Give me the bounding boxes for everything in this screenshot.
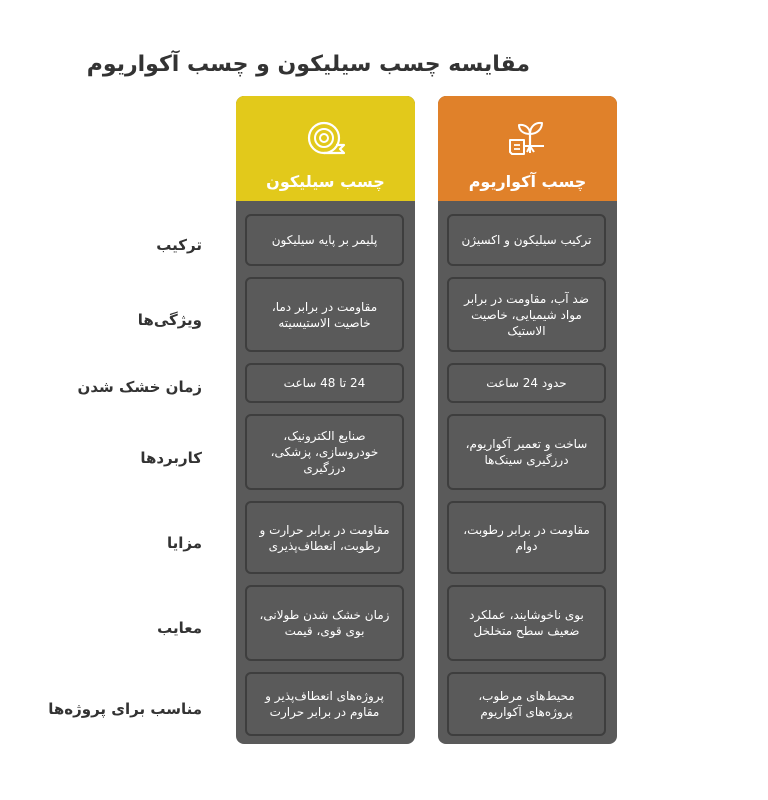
row-label-disadvantages: معایب <box>157 619 202 637</box>
aquarium-column <box>438 96 617 744</box>
row-label-advantages: مزایا <box>166 534 202 552</box>
row-label-composition: ترکیب <box>156 236 202 254</box>
silicone-cell-drying-time: 24 تا 48 ساعت <box>245 363 404 403</box>
tape-roll-icon <box>302 116 350 160</box>
page-title: مقایسه چسب سیلیکون و چسب آکواریوم <box>86 52 530 77</box>
silicone-header <box>236 96 415 201</box>
aquarium-cell-suitable-projects: محیط‌های مرطوب، پروژه‌های آکواریوم <box>447 672 606 736</box>
aquarium-cell-advantages: مقاومت در برابر رطوبت، دوام <box>447 501 606 574</box>
aquarium-cell-applications: ساخت و تعمیر آکواریوم، درزگیری سینک‌ها <box>447 414 606 490</box>
silicone-column <box>236 96 415 744</box>
silicone-title: چسب سیلیکون <box>266 172 385 191</box>
row-label-applications: کاربردها <box>140 449 202 467</box>
aquarium-header <box>438 96 617 201</box>
silicone-cell-advantages: مقاومت در برابر حرارت و رطوبت، انعطاف‌پذیری <box>245 501 404 574</box>
silicone-cell-composition: پلیمر بر پایه سیلیکون <box>245 214 404 266</box>
row-label-features: ویژگی‌ها <box>137 311 202 329</box>
silicone-cell-disadvantages: زمان خشک شدن طولانی، بوی قوی، قیمت <box>245 585 404 661</box>
row-label-drying-time: زمان خشک شدن <box>77 378 202 396</box>
silicone-cell-applications: صنایع الکترونیک، خودروسازی، پزشکی، درزگیری <box>245 414 404 490</box>
aquarium-cell-disadvantages: بوی ناخوشایند، عملکرد ضعیف سطح متخلخل <box>447 585 606 661</box>
aquarium-cell-drying-time: حدود 24 ساعت <box>447 363 606 403</box>
silicone-cell-features: مقاومت در برابر دما، خاصیت الاستیسیته <box>245 277 404 352</box>
aquarium-cell-composition: ترکیب سیلیکون و اکسیژن <box>447 214 606 266</box>
silicone-cell-suitable-projects: پروژه‌های انعطاف‌پذیر و مقاوم در برابر حرارت <box>245 672 404 736</box>
plant-tank-icon <box>504 116 552 160</box>
aquarium-cell-features: ضد آب، مقاومت در برابر مواد شیمیایی، خاصیت الاستیک <box>447 277 606 352</box>
row-label-suitable-projects: مناسب برای پروژه‌ها <box>48 700 202 718</box>
aquarium-title: چسب آکواریوم <box>468 172 587 191</box>
